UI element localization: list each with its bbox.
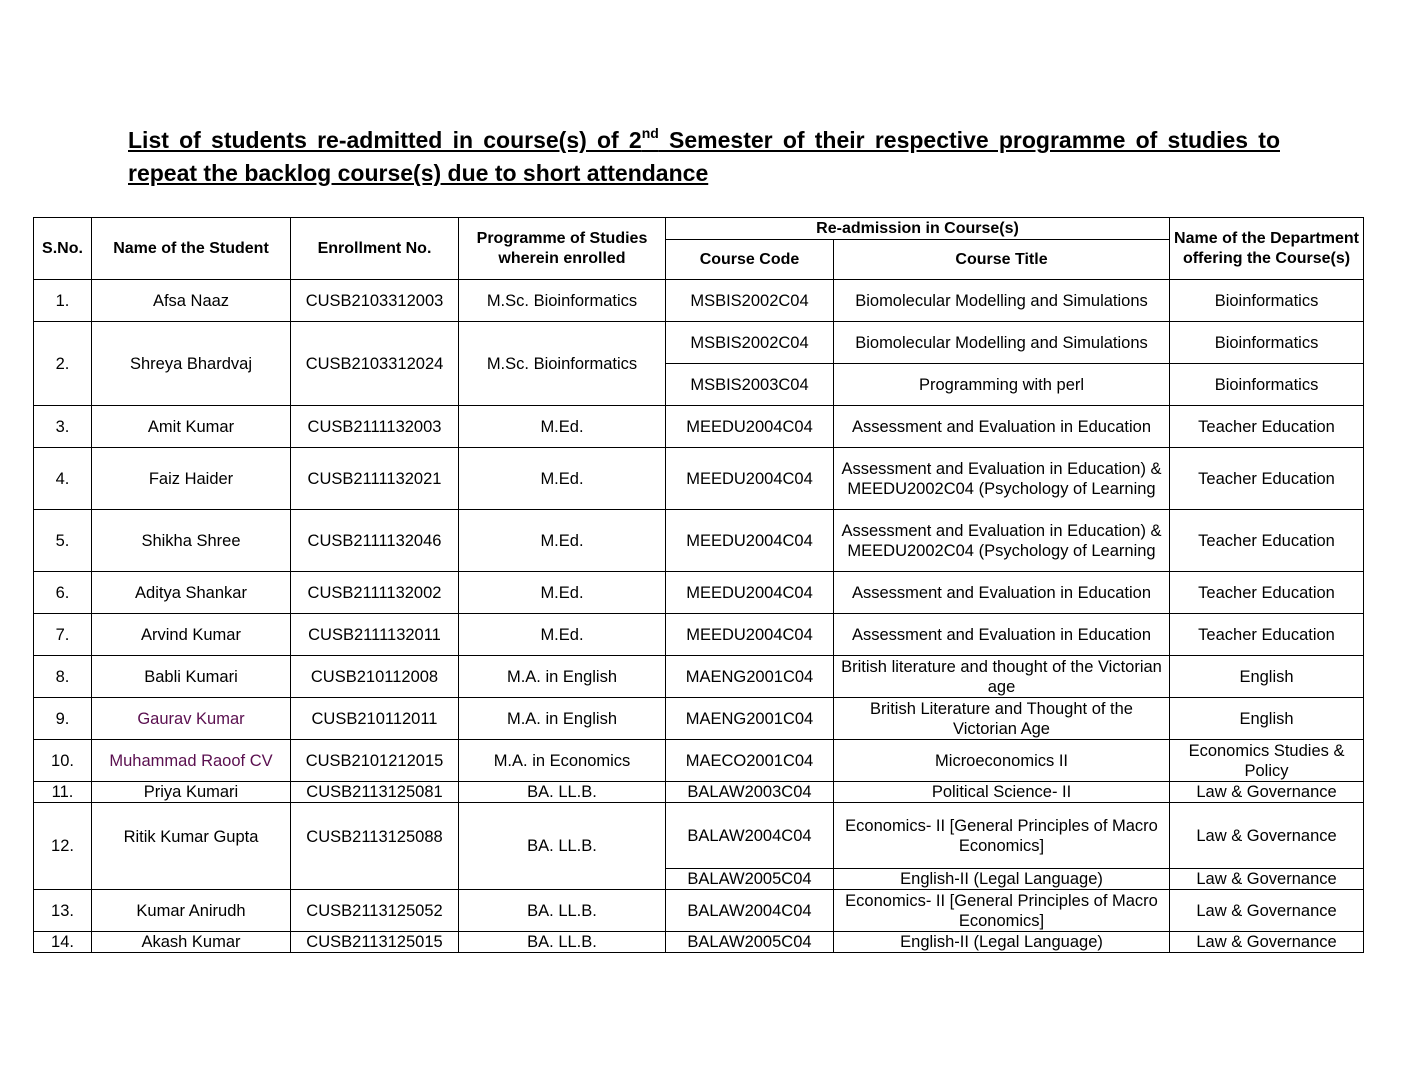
cell-name: Shikha Shree: [92, 510, 291, 572]
table-row: [34, 280, 1364, 322]
cell-department: Law & Governance: [1170, 803, 1364, 869]
cell-department: Teacher Education: [1170, 572, 1364, 614]
cell-sno: 11.: [34, 782, 92, 803]
header-readmission: Re-admission in Course(s): [666, 218, 1170, 240]
cell-programme: M.Ed.: [459, 510, 666, 572]
cell-programme: M.A. in Economics: [459, 740, 666, 782]
table-row: [34, 890, 1364, 932]
cell-course-code: MEEDU2004C04: [666, 448, 834, 510]
cell-programme: M.Ed.: [459, 572, 666, 614]
cell-name: Shreya Bhardvaj: [92, 322, 291, 406]
table-row: [34, 572, 1364, 614]
cell-name: Faiz Haider: [92, 448, 291, 510]
header-course-code: Course Code: [666, 240, 834, 280]
cell-department: Teacher Education: [1170, 614, 1364, 656]
header-name: Name of the Student: [92, 218, 291, 280]
document-title: [128, 124, 1280, 190]
cell-course-title: British Literature and Thought of the Victorian Age: [834, 698, 1170, 740]
cell-course-code: MAECO2001C04: [666, 740, 834, 782]
readmission-table: [33, 217, 1364, 953]
cell-name: Priya Kumari: [92, 782, 291, 803]
table-row: [34, 448, 1364, 510]
cell-department: Law & Governance: [1170, 782, 1364, 803]
cell-course-code: BALAW2005C04: [666, 932, 834, 953]
cell-department: Teacher Education: [1170, 510, 1364, 572]
cell-programme: BA. LL.B.: [459, 782, 666, 803]
title-part-2: Semester of their respective programme of studies to repeat the backlog course(s) due to short attendance: [128, 127, 1280, 186]
cell-enrollment: CUSB2111132011: [291, 614, 459, 656]
cell-enrollment: CUSB2103312024: [291, 322, 459, 406]
cell-department: Law & Governance: [1170, 890, 1364, 932]
cell-course-title: Assessment and Evaluation in Education: [834, 406, 1170, 448]
cell-name: Aditya Shankar: [92, 572, 291, 614]
cell-department: Teacher Education: [1170, 448, 1364, 510]
cell-course-code: MSBIS2003C04: [666, 364, 834, 406]
cell-name: Gaurav Kumar: [92, 698, 291, 740]
cell-enrollment: CUSB2111132021: [291, 448, 459, 510]
cell-course-code: BALAW2005C04: [666, 869, 834, 890]
cell-enrollment: CUSB210112011: [291, 698, 459, 740]
cell-programme: BA. LL.B.: [459, 803, 666, 890]
table-row: [34, 656, 1364, 698]
header-department: Name of the Department offering the Course(s): [1170, 218, 1364, 280]
cell-enrollment: CUSB2113125081: [291, 782, 459, 803]
cell-course-code: MSBIS2002C04: [666, 322, 834, 364]
table-row: [34, 803, 1364, 869]
cell-enrollment: CUSB2111132046: [291, 510, 459, 572]
cell-course-title: English-II (Legal Language): [834, 869, 1170, 890]
table-row: [34, 406, 1364, 448]
cell-course-code: MAENG2001C04: [666, 656, 834, 698]
cell-course-title: Assessment and Evaluation in Education) & MEEDU2002C04 (Psychology of Learning: [834, 510, 1170, 572]
cell-department: Law & Governance: [1170, 932, 1364, 953]
cell-enrollment: CUSB2103312003: [291, 280, 459, 322]
cell-name: Akash Kumar: [92, 932, 291, 953]
cell-department: Bioinformatics: [1170, 364, 1364, 406]
cell-programme: M.Ed.: [459, 614, 666, 656]
cell-department: Bioinformatics: [1170, 322, 1364, 364]
cell-sno: 8.: [34, 656, 92, 698]
cell-sno: 9.: [34, 698, 92, 740]
header-enrollment: Enrollment No.: [291, 218, 459, 280]
table-row: [34, 698, 1364, 740]
cell-sno: 13.: [34, 890, 92, 932]
cell-enrollment: CUSB210112008: [291, 656, 459, 698]
cell-enrollment: CUSB2111132002: [291, 572, 459, 614]
cell-enrollment: CUSB2113125052: [291, 890, 459, 932]
cell-course-title: Economics- II [General Principles of Macro Economics]: [834, 803, 1170, 869]
cell-course-code: MSBIS2002C04: [666, 280, 834, 322]
cell-sno: 14.: [34, 932, 92, 953]
cell-course-title: Assessment and Evaluation in Education: [834, 614, 1170, 656]
cell-name: Babli Kumari: [92, 656, 291, 698]
table-row: [34, 740, 1364, 782]
cell-programme: M.Sc. Bioinformatics: [459, 280, 666, 322]
cell-department: English: [1170, 698, 1364, 740]
cell-course-code: BALAW2004C04: [666, 890, 834, 932]
cell-sno: 5.: [34, 510, 92, 572]
title-part-1: List of students re-admitted in course(s) of 2: [128, 127, 642, 153]
cell-programme: M.Ed.: [459, 448, 666, 510]
header-sno: S.No.: [34, 218, 92, 280]
cell-name: Amit Kumar: [92, 406, 291, 448]
cell-programme: M.A. in English: [459, 656, 666, 698]
cell-department: Teacher Education: [1170, 406, 1364, 448]
cell-name: Kumar Anirudh: [92, 890, 291, 932]
table-row: [34, 932, 1364, 953]
cell-sno: 6.: [34, 572, 92, 614]
cell-department: Law & Governance: [1170, 869, 1364, 890]
cell-course-title: Assessment and Evaluation in Education: [834, 572, 1170, 614]
cell-course-title: British literature and thought of the Victorian age: [834, 656, 1170, 698]
cell-department: English: [1170, 656, 1364, 698]
table-row: [34, 782, 1364, 803]
cell-course-title: Programming with perl: [834, 364, 1170, 406]
cell-enrollment: CUSB2113125015: [291, 932, 459, 953]
cell-name: Afsa Naaz: [92, 280, 291, 322]
table-row: [34, 614, 1364, 656]
cell-department: Bioinformatics: [1170, 280, 1364, 322]
header-course-title: Course Title: [834, 240, 1170, 280]
table-row: [34, 322, 1364, 364]
cell-course-code: MAENG2001C04: [666, 698, 834, 740]
cell-programme: M.Ed.: [459, 406, 666, 448]
cell-enrollment: CUSB2111132003: [291, 406, 459, 448]
cell-sno: 2.: [34, 322, 92, 406]
cell-course-code: MEEDU2004C04: [666, 572, 834, 614]
cell-name: Ritik Kumar Gupta: [92, 803, 291, 890]
title-superscript: nd: [641, 125, 659, 141]
cell-course-code: MEEDU2004C04: [666, 614, 834, 656]
cell-course-title: English-II (Legal Language): [834, 932, 1170, 953]
cell-sno: 1.: [34, 280, 92, 322]
cell-course-code: MEEDU2004C04: [666, 510, 834, 572]
cell-enrollment: CUSB2113125088: [291, 803, 459, 890]
cell-programme: BA. LL.B.: [459, 890, 666, 932]
cell-sno: 12.: [34, 803, 92, 890]
cell-course-title: Biomolecular Modelling and Simulations: [834, 280, 1170, 322]
cell-name: Arvind Kumar: [92, 614, 291, 656]
cell-programme: M.A. in English: [459, 698, 666, 740]
cell-name: Muhammad Raoof CV: [92, 740, 291, 782]
cell-course-code: BALAW2003C04: [666, 782, 834, 803]
cell-programme: BA. LL.B.: [459, 932, 666, 953]
table-header: [34, 218, 1364, 280]
cell-sno: 4.: [34, 448, 92, 510]
cell-course-title: Political Science- II: [834, 782, 1170, 803]
cell-course-title: Biomolecular Modelling and Simulations: [834, 322, 1170, 364]
cell-department: Economics Studies & Policy: [1170, 740, 1364, 782]
header-programme: Programme of Studies wherein enrolled: [459, 218, 666, 280]
cell-programme: M.Sc. Bioinformatics: [459, 322, 666, 406]
cell-course-title: Assessment and Evaluation in Education) & MEEDU2002C04 (Psychology of Learning: [834, 448, 1170, 510]
cell-sno: 7.: [34, 614, 92, 656]
table-row: [34, 510, 1364, 572]
cell-sno: 3.: [34, 406, 92, 448]
cell-sno: 10.: [34, 740, 92, 782]
cell-course-code: BALAW2004C04: [666, 803, 834, 869]
cell-enrollment: CUSB2101212015: [291, 740, 459, 782]
cell-course-title: Economics- II [General Principles of Macro Economics]: [834, 890, 1170, 932]
cell-course-code: MEEDU2004C04: [666, 406, 834, 448]
cell-course-title: Microeconomics II: [834, 740, 1170, 782]
